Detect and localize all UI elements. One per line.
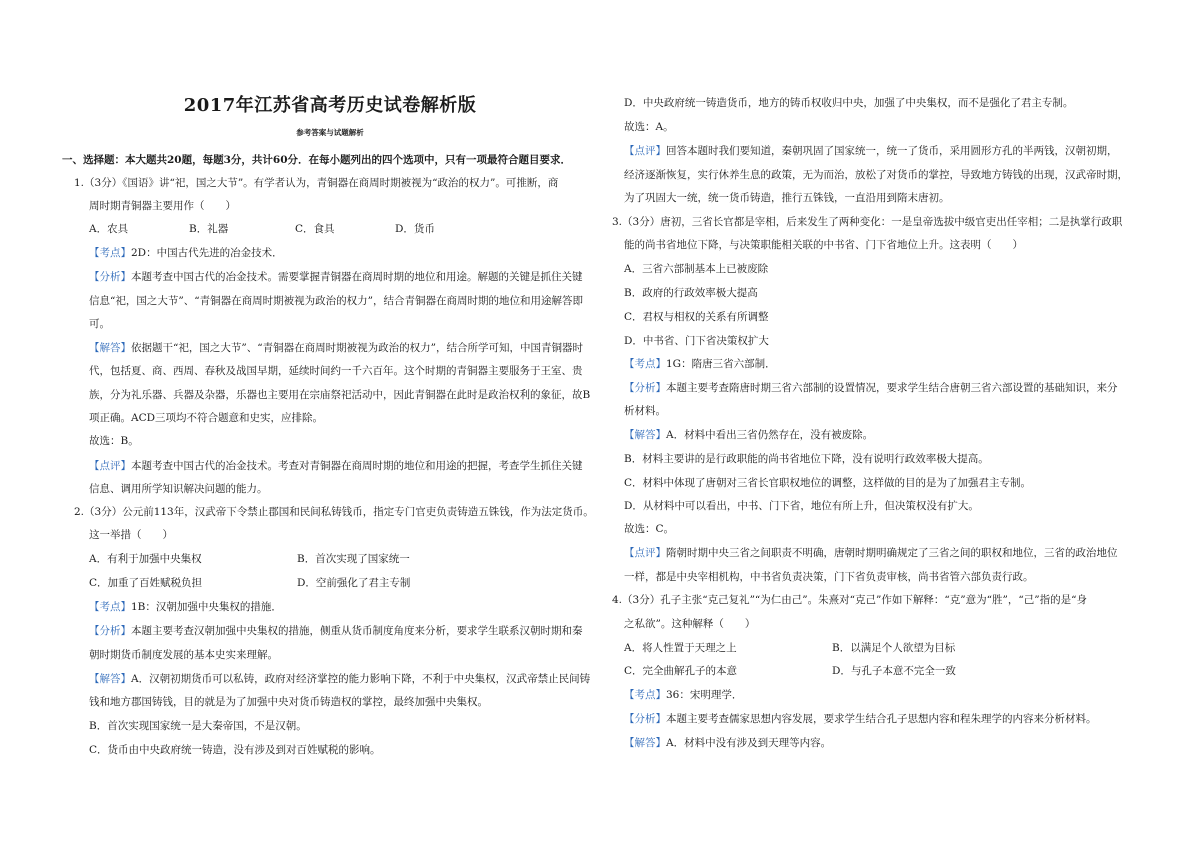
section-header: 一、选择题：本大题共20题，每题3分，共计60分．在每小题列出的四个选项中，只有一项最符合题目要求． [62, 154, 572, 166]
kaodian-tag: 【考点】 [624, 358, 666, 370]
kaodian-tag: 【考点】 [624, 689, 666, 701]
q3-fenxi-line1 [624, 381, 1118, 395]
q4-fenxi-text: 本题主要考查儒家思想内容发展，要求学生结合孔子思想内容和程朱理学的内容来分析材料。 [666, 713, 1097, 725]
q1-option-a: A．农具 [89, 223, 129, 235]
page-subtitle: 参考答案与试题解析 [296, 128, 364, 137]
fenxi-tag: 【分析】 [624, 713, 666, 725]
q1-dianping-text: 本题考查中国古代的冶金技术。考查对青铜器在商周时期的地位和用途的把握，考查学生抓住关键 [131, 460, 583, 472]
q4-jieda-text: A．材料中没有涉及到天理等内容。 [666, 737, 832, 749]
page-title: 2017年江苏省高考历史试卷解析版 [183, 95, 477, 116]
q2-fenxi-line2: 朝时期货币制度发展的基本史实来理解。 [89, 649, 278, 661]
q1-jieda-line1 [89, 341, 583, 355]
q2-jieda-line2: 钱和地方郡国铸钱，目的就是为了加强中央对货币铸造权的掌控，最终加强中央集权。 [89, 696, 488, 708]
q2-options-row1 [89, 552, 410, 566]
q2-option-b: B．首次实现了国家统一 [297, 553, 410, 565]
q3-jieda-b: B．材料主要讲的是行政职能的尚书省地位下降，没有说明行政效率极大提高。 [624, 453, 989, 465]
q2-stem-line2: 这一举措（ ） [89, 529, 173, 541]
fenxi-tag: 【分析】 [89, 625, 131, 637]
q1-option-b: B．礼器 [189, 223, 229, 235]
q4-option-b: B．以满足个人欲望为目标 [832, 642, 956, 654]
q3-option-a: A．三省六部制基本上已被废除 [624, 263, 769, 275]
q3-jieda-text: A．材料中看出三省仍然存在，没有被废除。 [666, 429, 874, 441]
q2-fenxi-text: 本题主要考查汉朝加强中央集权的措施，侧重从货币制度角度来分析，要求学生联系汉朝时期和秦 [131, 625, 583, 637]
fenxi-tag: 【分析】 [89, 271, 131, 283]
q4-kaodian-text: 36：宋明理学． [666, 689, 743, 701]
q2-option-d: D．空前强化了君主专制 [297, 577, 411, 589]
q3-stem-line1: 3.（3分）唐初，三省长官都是宰相，后来发生了两种变化：一是皇帝选拔中级官吏出任宰相；二是执掌行政职 [612, 216, 1123, 228]
q3-fenxi-text: 本题主要考查隋唐时期三省六部制的设置情况，要求学生结合唐朝三省六部设置的基础知识，来分 [666, 382, 1118, 394]
fenxi-tag: 【分析】 [624, 382, 666, 394]
q4-kaodian [624, 688, 742, 702]
q1-fenxi-text: 本题考查中国古代的冶金技术。需要掌握青铜器在商周时期的地位和用途。解题的关键是抓住关键 [131, 271, 583, 283]
q1-kaodian [89, 246, 283, 260]
q4-jieda-line1 [624, 736, 831, 750]
q3-option-d: D．中书省、门下省决策权扩大 [624, 335, 769, 347]
jieda-tag: 【解答】 [89, 673, 131, 685]
jieda-tag: 【解答】 [89, 342, 131, 354]
q2-dianping-text: 回答本题时我们要知道，秦朝巩固了国家统一，统一了货币，采用圆形方孔的半两钱，汉朝初期， [666, 145, 1118, 157]
q3-jieda-line1 [624, 428, 873, 442]
q2-dianping-line1 [624, 144, 1118, 158]
kaodian-tag: 【考点】 [89, 247, 131, 259]
q1-dianping-line2: 信息、调用所学知识解决问题的能力。 [89, 483, 268, 495]
dianping-tag: 【点评】 [89, 460, 131, 472]
jieda-tag: 【解答】 [624, 737, 666, 749]
q1-option-c: C．食具 [295, 223, 335, 235]
q1-stem-line1: 1.（3分）《国语》讲“祀，国之大节”。有学者认为，青铜器在商周时期被视为“政治的权力”。可推断，商 [74, 177, 559, 189]
q2-option-c: C．加重了百姓赋税负担 [89, 577, 203, 589]
q3-option-b: B．政府的行政效率极大提高 [624, 287, 758, 299]
q4-stem-line2: 之私欲”。这种解释（ ） [624, 618, 756, 630]
q4-options-row1 [624, 641, 955, 655]
q2-jieda-d: D．中央政府统一铸造货币，地方的铸币权收归中央，加强了中央集权，而不是强化了君主专制。 [624, 97, 1074, 109]
q2-fenxi-line1 [89, 624, 583, 638]
dianping-tag: 【点评】 [624, 547, 666, 559]
q4-option-d: D．与孔子本意不完全一致 [832, 665, 956, 677]
q1-fenxi-line2: 信息“祀，国之大节”、“青铜器在商周时期被视为政治的权力”，结合青铜器在商周时期的地位和用途解答即 [89, 295, 583, 307]
q3-jieda-d: D．从材料中可以看出，中书、门下省，地位有所上升，但决策权没有扩大。 [624, 500, 979, 512]
q1-jieda-line4: 项正确。ACD三项均不符合题意和史实，应排除。 [89, 412, 324, 424]
q1-option-d: D．货币 [395, 223, 435, 235]
q2-stem-line1: 2.（3分）公元前113年，汉武帝下令禁止郡国和民间私铸钱币，指定专门官吏负责铸造五铢钱，作为法定货币。 [74, 506, 594, 518]
q4-option-a: A．将人性置于天理之上 [624, 642, 737, 654]
q2-dianping-line2: 经济逐渐恢复，实行休养生息的政策，无为而治，放松了对货币的掌控，导致地方铸钱的出现，汉武帝时期， [624, 169, 1128, 181]
q2-jieda-text: A．汉朝初期货币可以私铸，政府对经济掌控的能力影响下降，不利于中央集权，汉武帝禁止民间铸 [131, 673, 591, 685]
q3-dianping-line1 [624, 546, 1118, 560]
q2-option-a: A．有利于加强中央集权 [89, 553, 202, 565]
q3-fenxi-line2: 析材料。 [624, 405, 666, 417]
q3-kaodian-text: 1G：隋唐三省六部制． [666, 358, 776, 370]
q1-stem-line2: 周时期青铜器主要用作（ ） [89, 200, 236, 212]
q4-fenxi-line1 [624, 712, 1097, 726]
q2-jieda-b: B．首次实现国家统一是大秦帝国，不是汉朝。 [89, 720, 307, 732]
q3-dianping-text: 隋朝时期中央三省之间职责不明确，唐朝时期明确规定了三省之间的职权和地位，三省的政治地位 [666, 547, 1118, 559]
q3-kaodian [624, 357, 776, 371]
q2-answer: 故选：A。 [624, 121, 674, 133]
q2-jieda-line1 [89, 672, 590, 686]
q1-fenxi-line3: 可。 [89, 318, 110, 330]
q3-option-c: C．君权与相权的关系有所调整 [624, 311, 769, 323]
q2-dianping-line3: 为了巩固大一统，统一货币铸造，推行五铢钱，一直沿用到隋末唐初。 [624, 192, 950, 204]
q4-options-row2 [624, 664, 956, 678]
q3-jieda-c: C．材料中体现了唐朝对三省长官职权地位的调整，这样做的目的是为了加强君主专制。 [624, 477, 1032, 489]
jieda-tag: 【解答】 [624, 429, 666, 441]
q1-jieda-text: 依据题干“祀，国之大节”、“青铜器在商周时期被视为政治的权力”，结合所学可知，中国青铜器时 [131, 342, 583, 354]
q1-fenxi-line1 [89, 270, 583, 284]
q4-stem-line1: 4.（3分）孔子主张“克己复礼”“为仁由己”。朱熹对“克己”作如下解释：“克”意为“胜”，“己”指的是“身 [612, 594, 1087, 606]
kaodian-tag: 【考点】 [89, 601, 131, 613]
q1-dianping-line1 [89, 459, 583, 473]
q2-jieda-c: C．货币由中央政府统一铸造，没有涉及到对百姓赋税的影响。 [89, 744, 381, 756]
q1-kaodian-text: 2D：中国古代先进的冶金技术． [131, 247, 283, 259]
dianping-tag: 【点评】 [624, 145, 666, 157]
q2-options-row2 [89, 576, 410, 590]
q1-answer: 故选：B。 [89, 435, 139, 447]
q1-jieda-line2: 代，包括夏、商、西周、春秋及战国早期，延续时间约一千六百年。这个时期的青铜器主要服务于王室、贵 [89, 365, 583, 377]
q2-kaodian [89, 600, 282, 614]
q2-kaodian-text: 1B：汉朝加强中央集权的措施． [131, 601, 282, 613]
q3-dianping-line2: 一样，都是中央宰相机构，中书省负责决策，门下省负责审核，尚书省管六部负责行政。 [624, 571, 1034, 583]
q1-jieda-line3: 族，分为礼乐器、兵器及杂器，乐器也主要用在宗庙祭祀活动中，因此青铜器在此时是政治权利的象征，故B [89, 389, 591, 401]
q1-options [89, 222, 435, 236]
q3-stem-line2: 能的尚书省地位下降，与决策职能相关联的中书省、门下省地位上升。这表明（ ） [624, 239, 1023, 251]
q4-option-c: C．完全曲解孔子的本意 [624, 665, 738, 677]
q3-answer: 故选：C。 [624, 523, 675, 535]
